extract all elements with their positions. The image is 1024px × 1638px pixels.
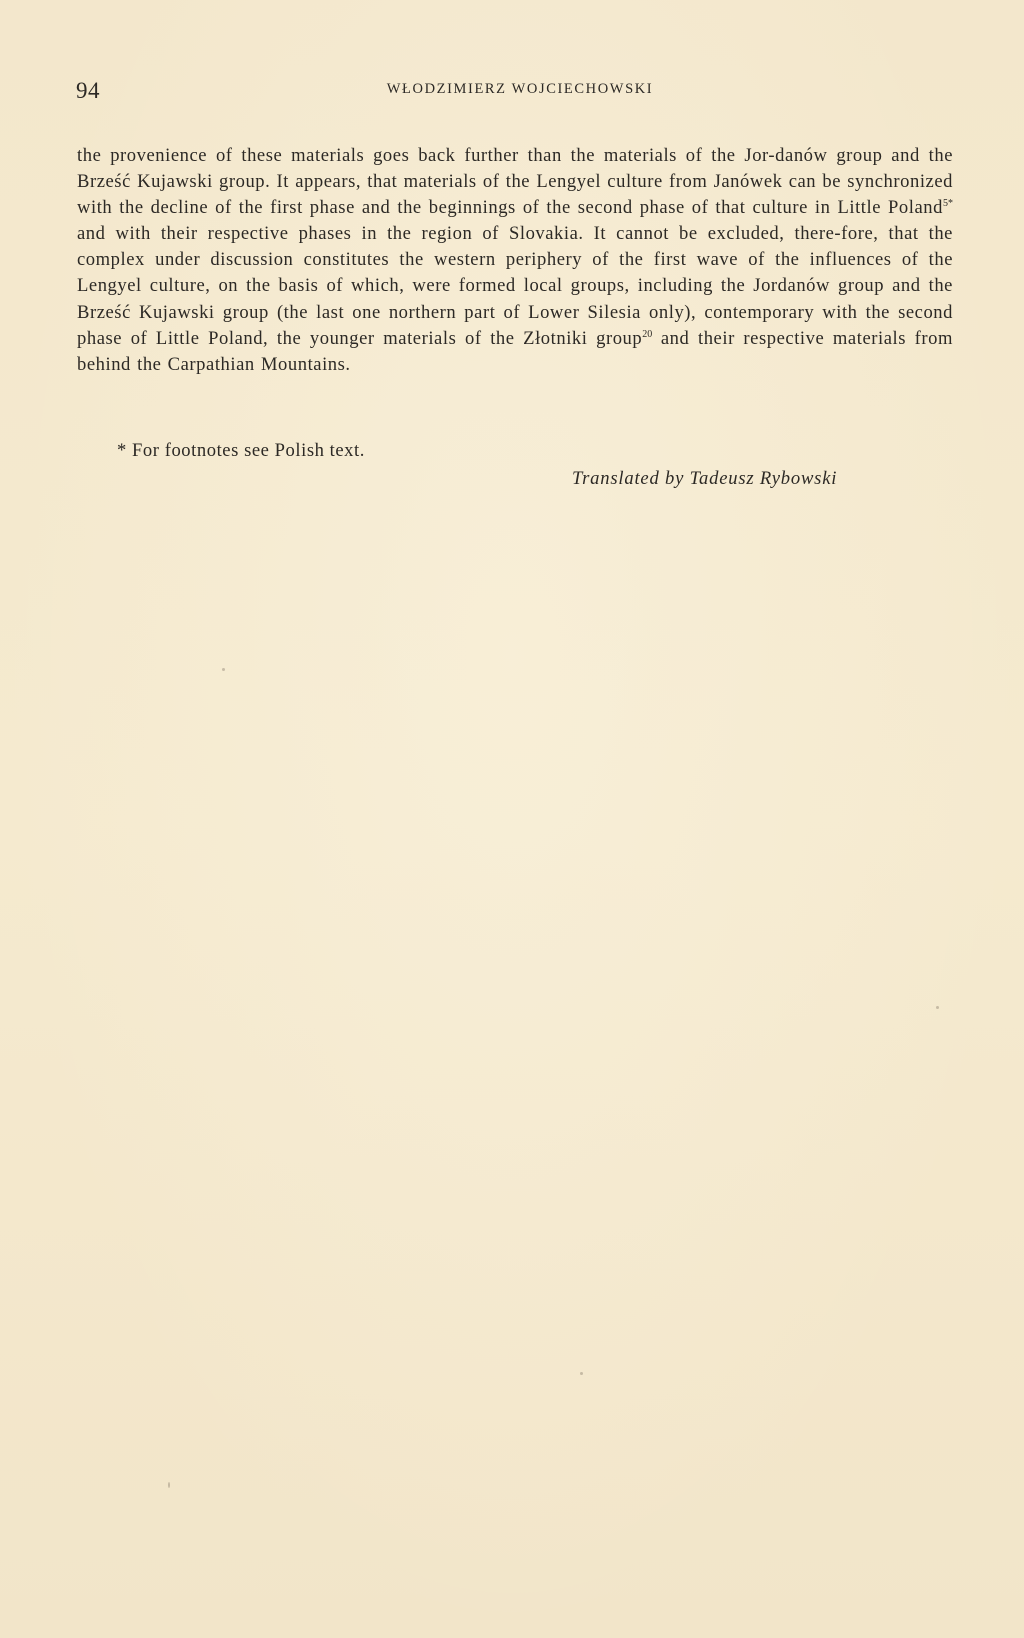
footnote-marker-5: 5* xyxy=(943,198,953,210)
running-head: WŁODZIMIERZ WOJCIECHOWSKI xyxy=(386,81,654,97)
body-text-part-2: and with their respective phases in the region of Slovakia. It cannot be excluded, there-fore, that the complex under discussion constitutes the western periphery of the first wave of the influences of the Lengyel culture, on the basis of which, were formed local groups, including the Jordanów group and the Brześć Kujawski group (the last one northern part of Lower Silesia only), contemporary with the second phase of Little Poland, the younger materials of the Złotniki group xyxy=(77,223,953,349)
body-text-part-3: and their respective materials from behind the Carpathian Mountains. xyxy=(77,327,953,375)
body-text-part-1: the provenience of these materials goes back further than the materials of the Jor-danów group and the Brześć Kujawski group. It appears, that materials of the Lengyel culture from Janówek can be synchronized with the decline of the first phase and the beginnings of the second phase of that culture in Little Poland xyxy=(77,145,953,219)
paper-speck xyxy=(936,1006,939,1009)
body-paragraph xyxy=(77,143,953,378)
paper-speck xyxy=(168,1482,170,1488)
footnote-marker-20: 20 xyxy=(642,328,653,340)
paper-speck xyxy=(222,668,225,671)
page-number: 94 xyxy=(76,78,100,103)
paper-speck xyxy=(580,1372,583,1375)
footnote-note: * For footnotes see Polish text. xyxy=(117,440,365,461)
translator-credit: Translated by Tadeusz Rybowski xyxy=(572,468,838,489)
